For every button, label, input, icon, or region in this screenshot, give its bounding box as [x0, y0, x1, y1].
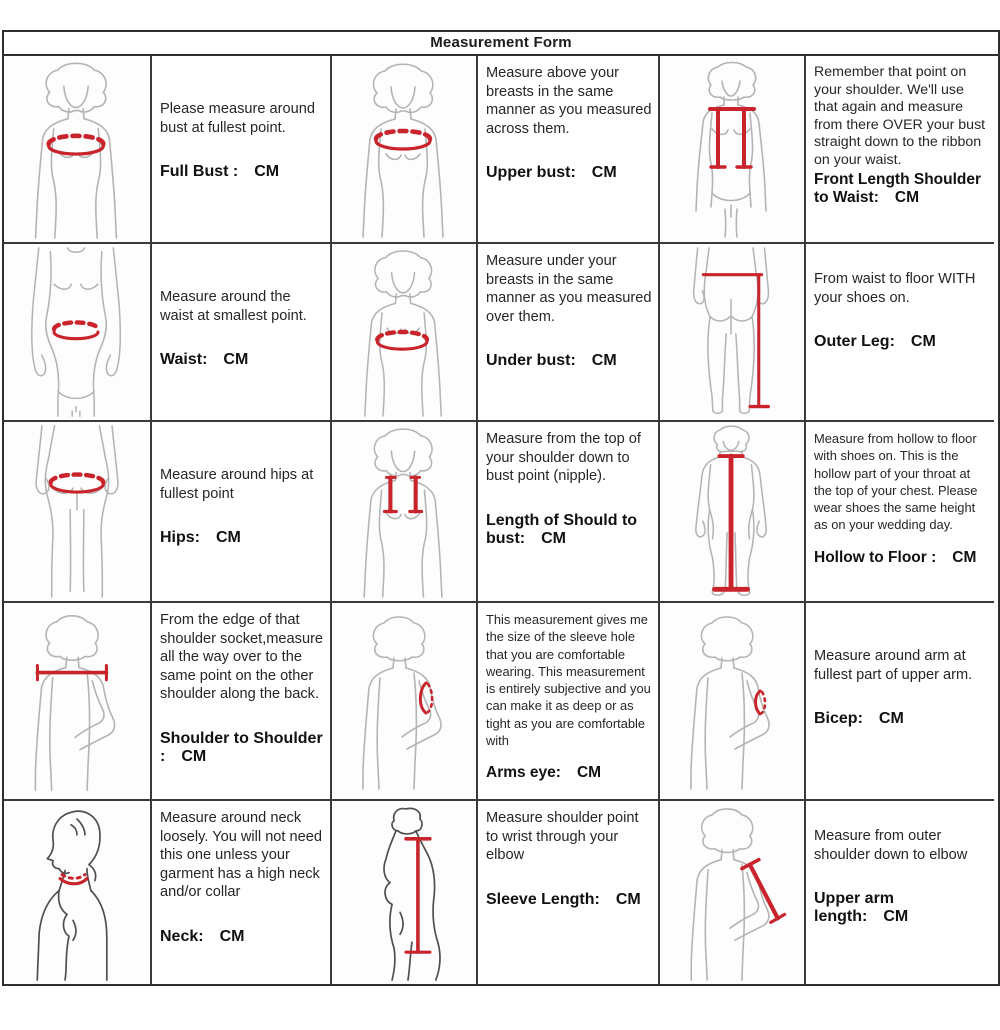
shoulder-to-bust-figure: [334, 424, 474, 599]
sleeve-length-instruction-cell: [476, 799, 658, 984]
upper-bust-figure-cell: [330, 56, 476, 242]
hollow-to-floor-description: Measure from hollow to floor with shoes on. This is the hollow part of your throat at the top of your chest. Please wear shoes the same height as on your wedding day.: [814, 431, 978, 533]
sleeve-length-label: Sleeve Length: CM: [486, 890, 641, 908]
upper-bust-label: Upper bust: CM: [486, 164, 617, 182]
waist-figure: [6, 246, 148, 418]
hips-label: Hips: CM: [160, 529, 241, 547]
full-bust-figure-cell: [4, 56, 150, 242]
hips-figure-cell: [4, 420, 150, 601]
waist-unit: CM: [223, 351, 249, 369]
outer-leg-figure-cell: [658, 242, 804, 420]
waist-description: Measure around the waist at smallest point.: [160, 289, 307, 324]
hollow-to-floor-figure-cell: [658, 420, 804, 601]
shoulder-to-shoulder-figure: [6, 605, 148, 797]
under-bust-unit: CM: [591, 352, 617, 370]
hollow-to-floor-figure: [662, 424, 802, 599]
bicep-instruction-cell: [804, 601, 994, 799]
hips-figure: [6, 424, 148, 599]
front-length-label: Front Length Shoulder to Waist: CM: [814, 170, 982, 206]
bicep-unit: CM: [878, 710, 904, 728]
sleeve-length-figure-cell: [330, 799, 476, 984]
hips-description: Measure around hips at fullest point: [160, 467, 314, 502]
arms-eye-figure-cell: [330, 601, 476, 799]
full-bust-figure: [6, 58, 148, 240]
shoulder-to-shoulder-label: Shoulder to Shoulder : CM: [160, 729, 323, 765]
measurement-grid: [4, 56, 998, 984]
under-bust-label: Under bust: CM: [486, 352, 617, 370]
front-length-instruction-cell: [804, 56, 994, 242]
arms-eye-figure: [334, 605, 474, 797]
hollow-to-floor-unit: CM: [952, 548, 977, 566]
shoulder-to-shoulder-figure-cell: [4, 601, 150, 799]
hips-instruction-cell: [150, 420, 330, 601]
measurement-form-table: [2, 30, 1000, 986]
upper-bust-description: Measure above your breasts in the same manner as you measured across them.: [486, 65, 652, 137]
under-bust-instruction-cell: [476, 242, 658, 420]
full-bust-unit: CM: [254, 163, 280, 181]
hollow-to-floor-instruction-cell: [804, 420, 994, 601]
waist-label: Waist: CM: [160, 351, 249, 369]
neck-figure: [6, 803, 148, 982]
waist-instruction-cell: [150, 242, 330, 420]
under-bust-description: Measure under your breasts in the same manner as you measured over them.: [486, 253, 652, 325]
shoulder-to-bust-instruction-cell: [476, 420, 658, 601]
upper-bust-instruction-cell: [476, 56, 658, 242]
shoulder-to-shoulder-unit: CM: [181, 747, 207, 765]
sleeve-length-unit: CM: [615, 890, 641, 908]
outer-leg-figure: [662, 246, 802, 418]
arms-eye-description: This measurement gives me the size of the sleeve hole that you are comfortable wearing. This measurement is entirely subjective and you can make it as deep or as tight as you are comfortable with: [486, 612, 651, 748]
bicep-description: Measure around arm at fullest part of upper arm.: [814, 648, 973, 683]
upper-bust-figure: [334, 58, 474, 240]
neck-unit: CM: [219, 927, 245, 945]
upper-arm-length-label: Upper arm length: CM: [814, 890, 909, 926]
arms-eye-label: Arms eye: CM: [486, 764, 602, 782]
bicep-figure-cell: [658, 601, 804, 799]
sleeve-length-description: Measure shoulder point to wrist through your elbow: [486, 810, 639, 864]
outer-leg-instruction-cell: [804, 242, 994, 420]
upper-bust-unit: CM: [591, 164, 617, 182]
waist-figure-cell: [4, 242, 150, 420]
form-title: Measurement Form: [4, 32, 998, 56]
under-bust-figure: [334, 246, 474, 418]
full-bust-label: Full Bust : CM: [160, 163, 280, 181]
upper-arm-length-figure-cell: [658, 799, 804, 984]
front-shoulder-to-waist-figure-cell: [658, 56, 804, 242]
shoulder-to-bust-figure-cell: [330, 420, 476, 601]
neck-label: Neck: CM: [160, 927, 245, 945]
hips-unit: CM: [216, 529, 241, 547]
under-bust-figure-cell: [330, 242, 476, 420]
shoulder-to-shoulder-instruction-cell: [150, 601, 330, 799]
arms-eye-instruction-cell: [476, 601, 658, 799]
outer-leg-unit: CM: [910, 333, 936, 351]
front-length-unit: CM: [894, 188, 919, 206]
shoulder-to-shoulder-description: From the edge of that shoulder socket,measure all the way over to the same point on the other shoulder along the back.: [160, 612, 324, 703]
shoulder-to-bust-unit: CM: [541, 529, 566, 547]
arms-eye-unit: CM: [576, 764, 602, 782]
hollow-to-floor-label: Hollow to Floor : CM: [814, 548, 977, 566]
upper-arm-length-unit: CM: [883, 908, 909, 926]
neck-description: Measure around neck loosely. You will not need this one unless your garment has a high neck and/or collar: [160, 810, 322, 901]
upper-arm-length-figure: [662, 803, 802, 982]
upper-arm-length-instruction-cell: [804, 799, 994, 984]
outer-leg-label: Outer Leg: CM: [814, 333, 936, 351]
outer-leg-description: From waist to floor WITH your shoes on.: [814, 271, 976, 306]
front-length-description: Remember that point on your shoulder. We'll use that again and measure from there OVER your bust straight down to the ribbon on your waist.: [814, 64, 986, 169]
shoulder-to-bust-description: Measure from the top of your shoulder down to bust point (nipple).: [486, 431, 641, 485]
sleeve-length-figure: [334, 803, 474, 982]
shoulder-to-bust-label: Length of Should to bust: CM: [486, 511, 638, 547]
neck-instruction-cell: [150, 799, 330, 984]
full-bust-description: Please measure around bust at fullest point.: [160, 101, 315, 136]
front-shoulder-to-waist-figure: [662, 58, 802, 240]
neck-figure-cell: [4, 799, 150, 984]
full-bust-instruction-cell: [150, 56, 330, 242]
upper-arm-length-description: Measure from outer shoulder down to elbow: [814, 828, 968, 863]
bicep-figure: [662, 605, 802, 797]
bicep-label: Bicep: CM: [814, 710, 904, 728]
